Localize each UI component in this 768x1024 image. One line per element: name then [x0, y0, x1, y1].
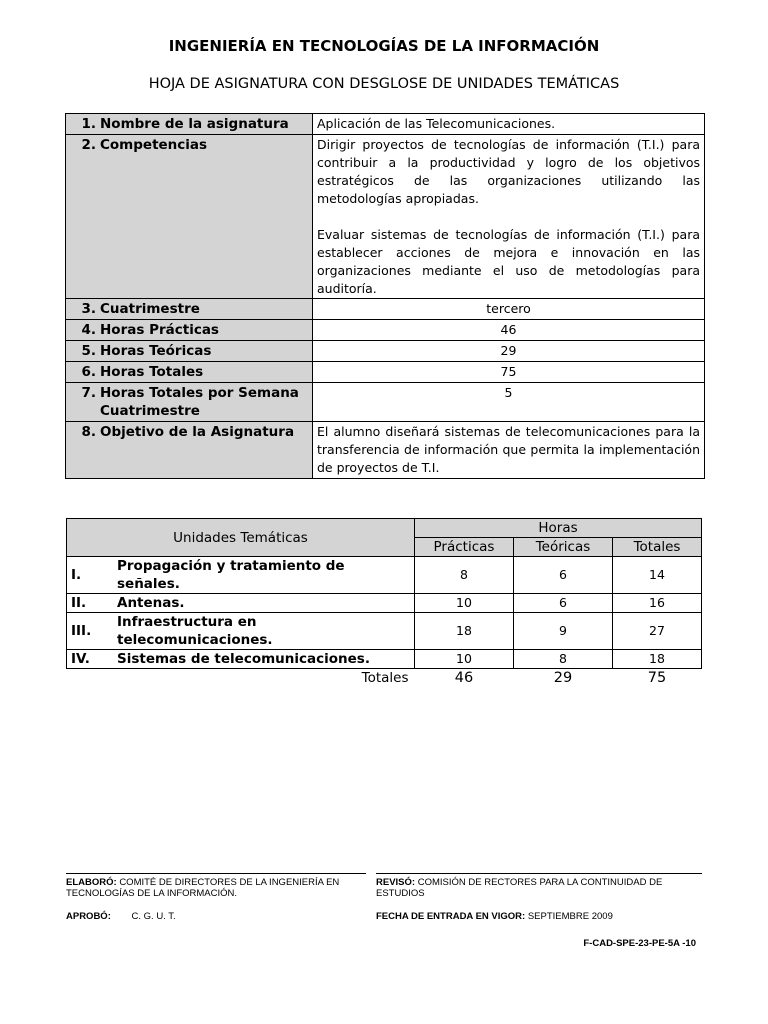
reviso-value: COMISIÓN DE RECTORES PARA LA CONTINUIDAD DE ESTUDIOS	[376, 877, 663, 899]
unit-practicas: 10	[415, 594, 514, 613]
elaboro-label: ELABORÓ:	[66, 877, 117, 888]
totals-row	[67, 669, 702, 688]
info-label	[66, 383, 313, 422]
competencia-paragraph: Dirigir proyectos de tecnologías de información (T.I.) para contribuir a la productividad y logro de los objetivos estratégicos de las organizaciones utilizando las metodologías apropiadas.	[317, 137, 700, 206]
footer-elaboro	[66, 873, 366, 899]
document-code: F-CAD-SPE-23-PE-5A -10	[583, 938, 696, 949]
elaboro-value: COMITÉ DE DIRECTORES DE LA INGENIERÍA EN TECNOLOGÍAS DE LA INFORMACIÓN.	[66, 877, 340, 899]
document-subtitle: HOJA DE ASIGNATURA CON DESGLOSE DE UNIDADES TEMÁTICAS	[148, 76, 620, 92]
table-row	[67, 650, 702, 669]
info-label	[66, 362, 313, 383]
table-row	[67, 557, 702, 594]
unit-practicas: 8	[415, 557, 514, 594]
table-row	[67, 613, 702, 650]
unit-roman: III.	[67, 613, 114, 650]
row-number: 8.	[81, 424, 96, 440]
info-label	[66, 422, 313, 479]
unit-teoricas: 6	[514, 594, 613, 613]
unit-name: Propagación y tratamiento de señales.	[113, 557, 415, 594]
header-hours: Horas	[415, 519, 702, 538]
label-text: Horas Totales por Semana Cuatrimestre	[100, 385, 299, 419]
footer-aprobo	[66, 911, 366, 922]
thematic-units-table	[66, 518, 702, 687]
reviso-label: REVISÓ:	[376, 877, 416, 888]
aprobo-label: APROBÓ:	[66, 911, 111, 922]
label-text: Horas Teóricas	[100, 343, 212, 359]
table-row	[67, 594, 702, 613]
unit-practicas: 10	[415, 650, 514, 669]
info-value: 46	[313, 320, 705, 341]
totals-teoricas: 29	[553, 670, 573, 686]
row-number: 3.	[81, 301, 96, 317]
totals-practicas: 46	[454, 670, 474, 686]
totals-label: Totales	[361, 670, 409, 686]
info-row	[66, 362, 705, 383]
unit-totales: 18	[613, 650, 702, 669]
footer-reviso	[376, 873, 702, 899]
label-text: Cuatrimestre	[100, 301, 200, 317]
competencia-paragraph: Evaluar sistemas de tecnologías de información (T.I.) para establecer acciones de mejora e innovación en las organizaciones mediante el uso de metodologías para auditoría.	[317, 227, 700, 296]
info-value: 75	[313, 362, 705, 383]
aprobo-value: C. G. U. T.	[131, 911, 176, 922]
info-label	[66, 114, 313, 135]
label-text: Objetivo de la Asignatura	[100, 424, 295, 440]
row-number: 6.	[81, 364, 96, 380]
info-value: 5	[313, 383, 705, 422]
info-label	[66, 320, 313, 341]
header-teoricas: Teóricas	[514, 538, 613, 557]
info-label	[66, 135, 313, 299]
fecha-label: FECHA DE ENTRADA EN VIGOR:	[376, 911, 526, 922]
header-units: Unidades Temáticas	[67, 519, 415, 557]
info-value: El alumno diseñará sistemas de telecomunicaciones para la transferencia de información que permita la implementación de proyectos de T.I.	[313, 422, 705, 479]
subject-info-table	[65, 113, 705, 479]
unit-roman: II.	[67, 594, 114, 613]
info-value	[313, 135, 705, 299]
row-number: 1.	[81, 116, 96, 132]
unit-name: Antenas.	[113, 594, 415, 613]
document-title: INGENIERÍA EN TECNOLOGÍAS DE LA INFORMACIÓN	[168, 37, 600, 55]
unit-practicas: 18	[415, 613, 514, 650]
header-totales: Totales	[613, 538, 702, 557]
info-label	[66, 299, 313, 320]
label-text: Horas Prácticas	[100, 322, 219, 338]
unit-teoricas: 9	[514, 613, 613, 650]
row-number: 5.	[81, 343, 96, 359]
header-practicas: Prácticas	[415, 538, 514, 557]
unit-teoricas: 6	[514, 557, 613, 594]
unit-roman: I.	[67, 557, 114, 594]
unit-teoricas: 8	[514, 650, 613, 669]
totals-totales: 75	[647, 670, 667, 686]
units-header-row	[67, 519, 702, 538]
row-number: 7.	[81, 385, 96, 401]
row-number: 2.	[81, 137, 96, 153]
info-row	[66, 341, 705, 362]
info-value: tercero	[313, 299, 705, 320]
info-row	[66, 320, 705, 341]
label-text: Horas Totales	[100, 364, 204, 380]
unit-name: Sistemas de telecomunicaciones.	[113, 650, 415, 669]
label-text: Nombre de la asignatura	[100, 116, 289, 132]
unit-totales: 27	[613, 613, 702, 650]
info-value: Aplicación de las Telecomunicaciones.	[313, 114, 705, 135]
info-row	[66, 422, 705, 479]
label-text: Competencias	[100, 137, 208, 153]
unit-name: Infraestructura en telecomunicaciones.	[113, 613, 415, 650]
row-number: 4.	[81, 322, 96, 338]
unit-roman: IV.	[67, 650, 114, 669]
fecha-value: SEPTIEMBRE 2009	[527, 911, 613, 922]
info-row	[66, 135, 705, 299]
unit-totales: 16	[613, 594, 702, 613]
info-row	[66, 383, 705, 422]
info-value: 29	[313, 341, 705, 362]
info-label	[66, 341, 313, 362]
unit-totales: 14	[613, 557, 702, 594]
footer-fecha	[376, 911, 702, 922]
info-row	[66, 299, 705, 320]
info-row	[66, 114, 705, 135]
